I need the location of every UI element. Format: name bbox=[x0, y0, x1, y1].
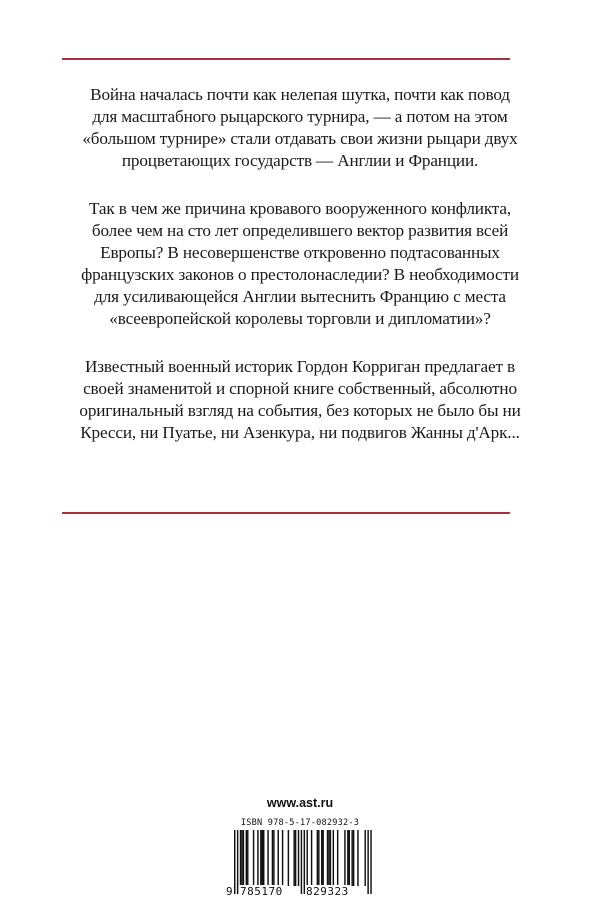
barcode-bar bbox=[278, 830, 279, 886]
barcode-bar bbox=[353, 830, 354, 886]
description-paragraph-1 bbox=[50, 84, 550, 172]
barcode-bar bbox=[349, 830, 350, 886]
barcode-bar bbox=[282, 830, 283, 886]
barcode-bar bbox=[365, 830, 366, 886]
barcode-bar bbox=[247, 830, 248, 886]
barcode-bar bbox=[260, 830, 261, 886]
barcode-bar bbox=[347, 830, 348, 886]
barcode-bar bbox=[293, 830, 294, 886]
paragraph-line: для масштабного рыцарского турнира, — а потом на этом bbox=[92, 107, 508, 126]
barcode-digits-left: 785170 bbox=[240, 885, 283, 898]
barcode-bar bbox=[321, 830, 322, 886]
paragraph-line: Известный военный историк Гордон Корриган предлагает в bbox=[85, 357, 515, 376]
barcode-bar bbox=[272, 830, 273, 886]
paragraph-line: оригинальный взгляд на события, без которых не было бы ни bbox=[79, 401, 521, 420]
barcode-bar bbox=[318, 830, 319, 886]
barcode-bar bbox=[246, 830, 247, 886]
barcode-bar bbox=[344, 830, 345, 886]
barcode-bar bbox=[311, 830, 312, 886]
barcode-bar bbox=[333, 830, 334, 886]
barcode-bar bbox=[240, 830, 241, 886]
barcode-bar bbox=[327, 830, 328, 886]
barcode-digits-right: 829323 bbox=[306, 885, 349, 898]
barcode-bar bbox=[263, 830, 264, 886]
paragraph-line: Европы? В несовершенстве откровенно подтасованных bbox=[100, 243, 500, 262]
book-description bbox=[50, 84, 550, 470]
paragraph-line: французских законов о престолонаследии? В необходимости bbox=[81, 265, 519, 284]
barcode-digits bbox=[225, 885, 375, 899]
barcode-digit-first: 9 bbox=[226, 885, 234, 898]
barcode-bar bbox=[298, 830, 299, 886]
publisher-website: www.ast.ru bbox=[266, 796, 334, 810]
description-paragraph-3 bbox=[50, 356, 550, 444]
barcode-bar bbox=[322, 830, 323, 886]
barcode-bar bbox=[357, 830, 358, 886]
barcode-bar bbox=[295, 830, 296, 886]
barcode-bar bbox=[243, 830, 244, 886]
barcode-bar bbox=[257, 830, 258, 886]
isbn-label: ISBN 978-5-17-082932-3 bbox=[240, 818, 360, 828]
barcode-bar bbox=[241, 830, 242, 886]
description-paragraph-2 bbox=[50, 198, 550, 330]
barcode-bar bbox=[317, 830, 318, 886]
barcode-bar bbox=[330, 830, 331, 886]
paragraph-line: Война началась почти как нелепая шутка, почти как повод bbox=[90, 85, 510, 104]
barcode-bar bbox=[262, 830, 263, 886]
paragraph-line: «большом турнире» стали отдавать свои жизни рыцари двух bbox=[82, 129, 518, 148]
paragraph-line: для усиливающейся Англии вытеснить Францию с места bbox=[94, 287, 506, 306]
paragraph-line: более чем на сто лет определившего вектор развития всей bbox=[91, 221, 509, 240]
barcode-bar bbox=[267, 830, 268, 886]
barcode-bar bbox=[351, 830, 352, 886]
barcode-bar bbox=[288, 830, 289, 886]
paragraph-line: Кресси, ни Пуатье, ни Азенкура, ни подвигов Жанны д'Арк... bbox=[80, 423, 520, 442]
bottom-divider-line bbox=[62, 512, 510, 514]
paragraph-line: процветающих государств — Англии и Франции. bbox=[121, 151, 479, 170]
top-divider-line bbox=[62, 58, 510, 60]
barcode-bar bbox=[337, 830, 338, 886]
barcode-bar bbox=[253, 830, 254, 886]
paragraph-line: «всеевропейской королевы торговли и дипломатии»? bbox=[109, 309, 491, 328]
paragraph-line: своей знаменитой и спорной книге собственный, абсолютно bbox=[83, 379, 517, 398]
barcode-bar bbox=[273, 830, 274, 886]
paragraph-line: Так в чем же причина кровавого вооруженного конфликта, bbox=[88, 199, 511, 218]
barcode-bar bbox=[328, 830, 329, 886]
barcode-bar bbox=[307, 830, 308, 886]
